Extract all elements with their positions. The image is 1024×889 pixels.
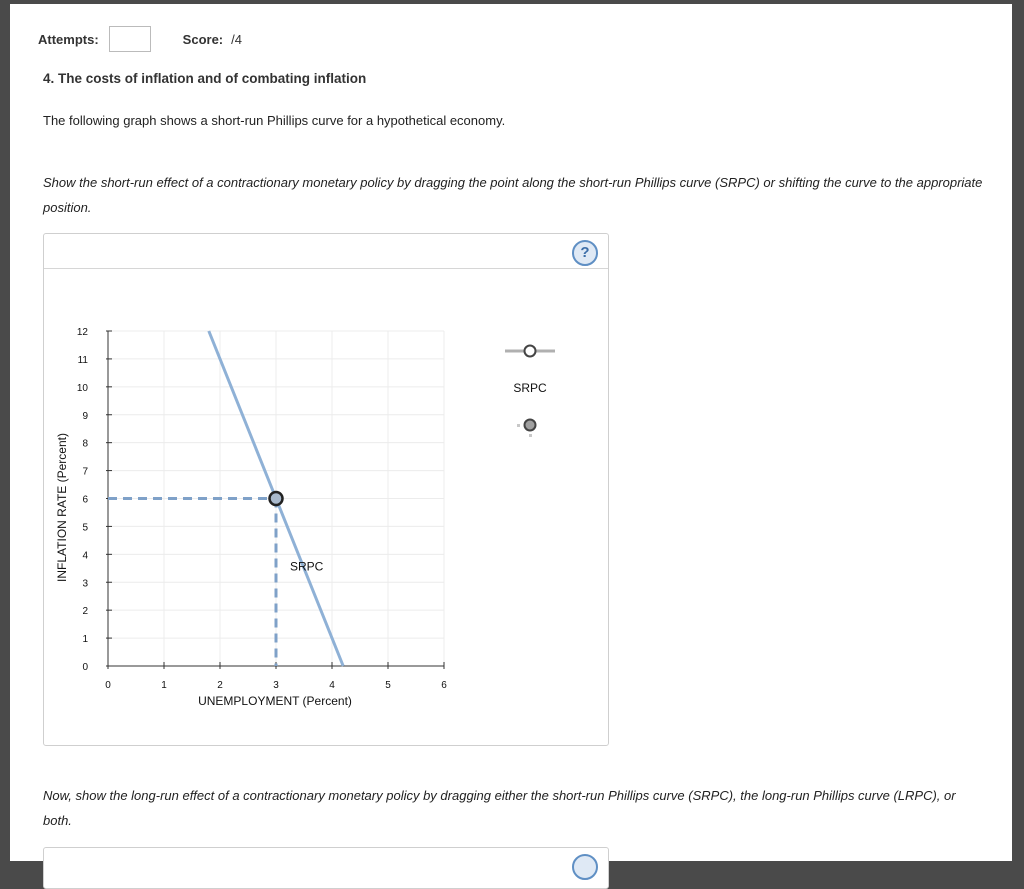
point-tool-dot-icon bbox=[529, 434, 532, 437]
x-axis-label: UNEMPLOYMENT (Percent) bbox=[198, 694, 352, 708]
y-axis-label: INFLATION RATE (Percent) bbox=[55, 433, 69, 582]
palette-srpc-label: SRPC bbox=[513, 381, 547, 395]
srpc-curve-label: SRPC bbox=[290, 559, 324, 574]
intro-text: The following graph shows a short-run Phillips curve for a hypothetical economy. bbox=[43, 113, 506, 128]
draggable-point[interactable] bbox=[270, 492, 283, 505]
help-button[interactable]: ? bbox=[572, 240, 598, 266]
y-tick-label: 3 bbox=[82, 578, 88, 590]
x-tick-label: 1 bbox=[161, 680, 167, 691]
phillips-curve-chart bbox=[44, 234, 608, 745]
y-tick-label: 8 bbox=[82, 438, 88, 450]
x-tick-label: 6 bbox=[441, 680, 447, 691]
y-tick-label: 4 bbox=[82, 550, 88, 562]
x-tick-label: 0 bbox=[105, 680, 111, 691]
x-tick-label: 3 bbox=[273, 680, 279, 691]
instruction-short-run: Show the short-run effect of a contractionary monetary policy by dragging the point along the short-run Phillips curve (SRPC) or shifting the curve to the appropriate position. bbox=[43, 175, 983, 215]
srpc-tool-handle-icon bbox=[525, 346, 536, 357]
point-tool-dot-icon bbox=[517, 424, 520, 427]
attempts-box bbox=[109, 26, 151, 52]
x-tick-label: 2 bbox=[217, 680, 223, 691]
srpc-tool[interactable] bbox=[505, 346, 555, 357]
graph-panel bbox=[43, 233, 609, 746]
question-page bbox=[10, 4, 1012, 861]
score-value: /4 bbox=[231, 31, 242, 47]
point-group bbox=[270, 492, 283, 505]
help-button-2[interactable] bbox=[572, 854, 598, 880]
y-tick-label: 2 bbox=[82, 606, 88, 618]
y-tick-label: 10 bbox=[76, 382, 88, 394]
y-tick-label: 5 bbox=[82, 522, 88, 534]
y-tick-label: 11 bbox=[77, 354, 88, 366]
x-tick-label: 4 bbox=[329, 680, 335, 691]
question-title: 4. The costs of inflation and of combating inflation bbox=[43, 71, 367, 86]
instruction-long-run: Now, show the long-run effect of a contractionary monetary policy by dragging either the short-run Phillips curve (SRPC), the long-run Phillips curve (LRPC), or both. bbox=[43, 788, 956, 828]
score-label: Score: bbox=[182, 31, 224, 47]
y-tick-label: 9 bbox=[82, 410, 88, 422]
y-tick-label: 0 bbox=[82, 662, 88, 673]
point-tool[interactable] bbox=[517, 420, 536, 438]
y-tick-label: 1 bbox=[82, 634, 88, 646]
graph-panel-2 bbox=[43, 847, 609, 889]
header-row bbox=[38, 25, 242, 53]
attempts-label: Attempts: bbox=[38, 31, 99, 47]
y-tick-label: 7 bbox=[82, 466, 88, 478]
y-tick-label: 6 bbox=[82, 494, 88, 506]
point-tool-handle-icon bbox=[525, 420, 536, 431]
y-tick-label: 12 bbox=[76, 327, 88, 338]
y-axis-ticks bbox=[77, 327, 112, 673]
x-tick-label: 5 bbox=[385, 680, 391, 691]
